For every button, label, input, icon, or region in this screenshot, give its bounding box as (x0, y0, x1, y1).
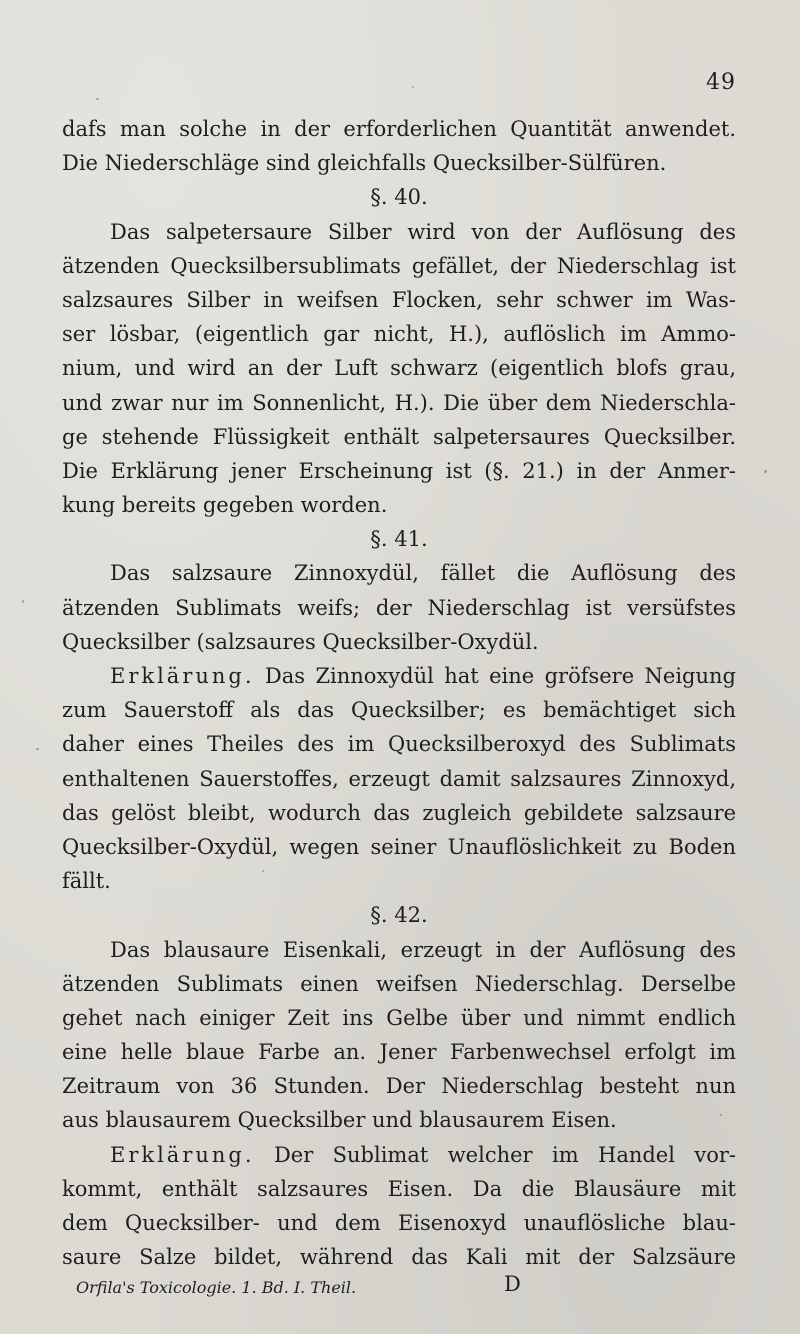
paper-speck (96, 98, 99, 100)
sheet-mark: D (504, 1272, 521, 1296)
emphasis-word: Erklärung. (110, 664, 255, 688)
text-line: Erklärung. Der Sublimat welcher im Handel vor- (110, 1142, 736, 1167)
text-line: dafs man solche in der erforderlichen Quantität anwendet. (62, 117, 736, 141)
text-line: eine helle blaue Farbe an. Jener Farbenwechsel erfolgt im (62, 1040, 736, 1065)
text-line: zum Sauerstoff als das Quecksilber; es bemächtiget sich (62, 698, 736, 723)
text-line: nium, und wird an der Luft schwarz (eigentlich blofs grau, (62, 356, 736, 381)
section-heading: §. 42. (370, 903, 428, 928)
paper-speck (764, 470, 767, 473)
page-number: 49 (706, 70, 736, 95)
text-line: kung bereits gegeben worden. (62, 493, 388, 518)
text-line: ätzenden Quecksilbersublimats gefället, der Niederschlag ist (62, 253, 736, 278)
text-line: ge stehende Flüssigkeit enthält salpetersaures Quecksilber. (62, 424, 736, 449)
paper-speck (22, 600, 24, 603)
paper-speck (36, 748, 39, 750)
emphasis-word: Erklärung. (110, 1142, 255, 1167)
text-line: gehet nach einiger Zeit ins Gelbe über und nimmt endlich (62, 1005, 736, 1030)
text-line: fällt. (62, 869, 111, 894)
page-footer (76, 1272, 740, 1308)
text-line: Die Erklärung jener Erscheinung ist (§. 21.) in der Anmer- (62, 458, 736, 483)
text-line: Das blausaure Eisenkali, erzeugt in der Auflösung des (110, 937, 736, 962)
text-line: kommt, enthält salzsaures Eisen. Da die Blausäure mit (62, 1176, 736, 1201)
text-line: salzsaures Silber in weifsen Flocken, sehr schwer im Was- (62, 287, 736, 312)
text-line: ser lösbar, (eigentlich gar nicht, H.), auflöslich im Ammo- (62, 322, 736, 347)
text-line: enthaltenen Sauerstoffes, erzeugt damit salzsaures Zinnoxyd, (62, 766, 736, 791)
text-line: Erklärung. Das Zinnoxydül hat eine gröfsere Neigung (110, 664, 736, 688)
text-line: Das salzsaure Zinnoxydül, fället die Auflösung des (110, 561, 736, 586)
text-line: daher eines Theiles des im Quecksilberoxyd des Sublimats (62, 732, 736, 757)
section-heading: §. 40. (370, 185, 428, 210)
text-line: ätzenden Sublimats einen weifsen Niederschlag. Derselbe (62, 971, 736, 996)
text-line: Zeitraum von 36 Stunden. Der Niederschlag besteht nun (62, 1074, 736, 1099)
text-line: Die Niederschläge sind gleichfalls Quecksilber-Sülfüren. (62, 151, 667, 176)
text-line: Quecksilber (salzsaures Quecksilber-Oxydül. (62, 629, 539, 654)
text-line: Quecksilber-Oxydül, wegen seiner Unauflöslichkeit zu Boden (62, 834, 736, 859)
text-line: saure Salze bildet, während das Kali mit der Salzsäure (62, 1245, 736, 1270)
footer-signature: Orfila's Toxicologie. 1. Bd. I. Theil. (76, 1278, 357, 1297)
paper-speck (262, 870, 264, 872)
text-line: das gelöst bleibt, wodurch das zugleich gebildete salzsaure (62, 800, 736, 825)
text-line: und zwar nur im Sonnenlicht, H.). Die über dem Niederschla- (62, 390, 736, 415)
body-text (62, 112, 736, 1274)
section-heading: §. 41. (370, 527, 428, 552)
paper-speck (412, 86, 414, 88)
text-line: Das salpetersaure Silber wird von der Auflösung des (110, 219, 736, 244)
text-line: ätzenden Sublimats weifs; der Niederschlag ist versüfstes (62, 595, 736, 620)
text-line: dem Quecksilber- und dem Eisenoxyd unauflösliche blau- (62, 1211, 736, 1235)
text-line: aus blausaurem Quecksilber und blausaurem Eisen. (62, 1108, 617, 1133)
paper-speck (720, 1114, 722, 1116)
